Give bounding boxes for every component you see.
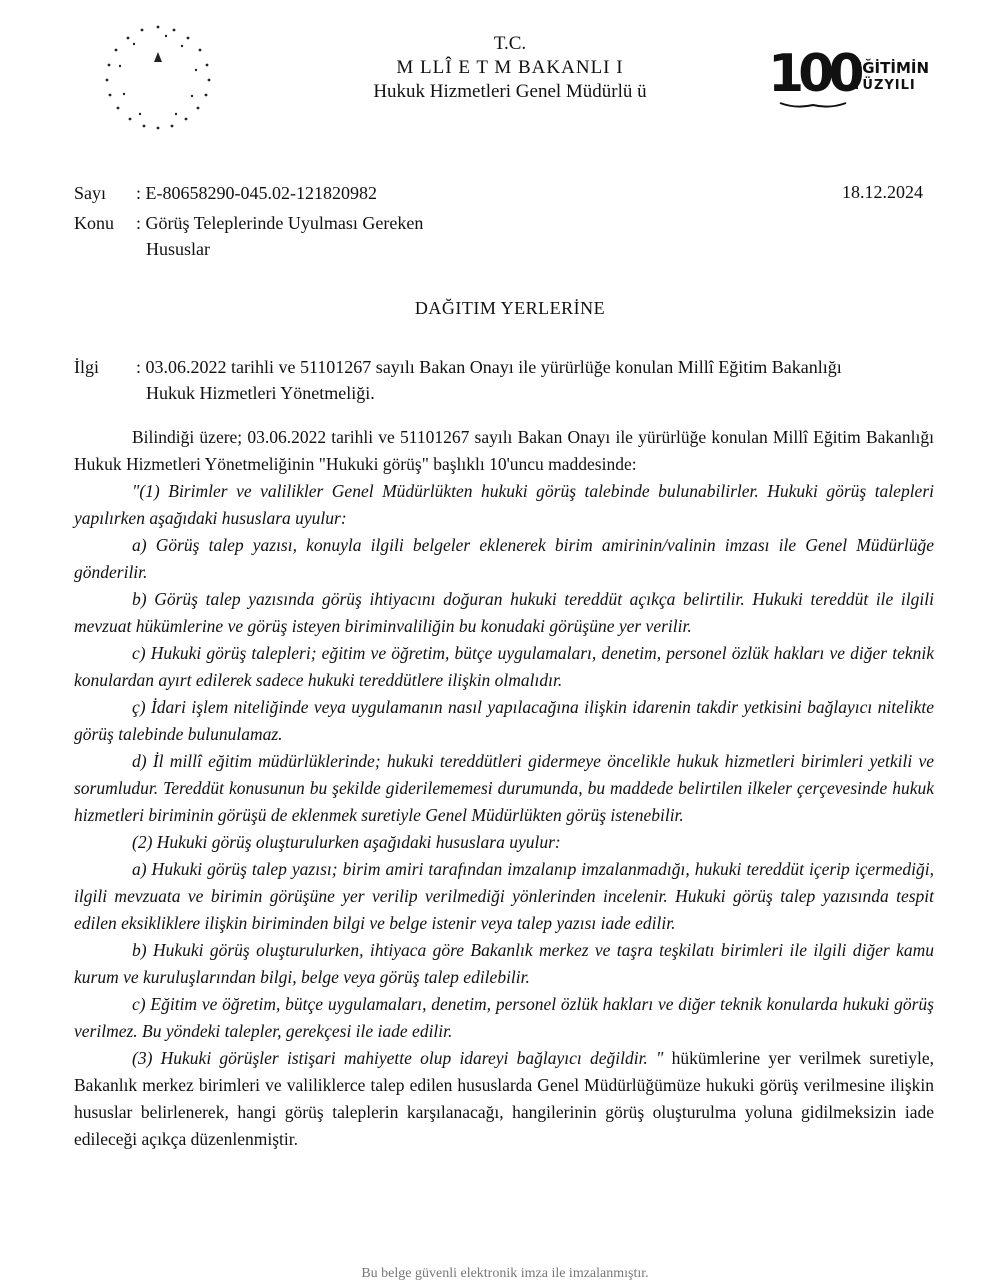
konu-label: Konu bbox=[74, 213, 114, 233]
final-paragraph-regular: hükümlerine yer verilmek suretiyle, Bakanlık merkez birimleri ve valiliklerce talep edilen hususlarda Genel Müdürlüğümüze hukuki görüş verilmesine ilişkin hususlar belirlenerek, hangi görüş taleplerin karşılanacağı, hangilerinin görüş oluşturulma yoluna gidilmeksizin iade edileceği açıkça düzenlenmiştir. bbox=[74, 1048, 934, 1149]
distribution-heading: DAĞITIM YERLERİNE bbox=[414, 298, 606, 318]
body-paragraph-0: Bilindiği üzere; 03.06.2022 tarihli ve 51101267 sayılı Bakan Onayı ile yürürlüğe konulan Millî Eğitim Bakanlığı Hukuk Hizmetleri Yönetmeliğinin "Hukuki görüş" başlıklı 10'uncu maddesinde: bbox=[74, 427, 934, 474]
konu-value-line1: : Görüş Teleplerinde Uyulması Gereken bbox=[136, 213, 424, 233]
body-paragraph-3: b) Görüş talep yazısında görüş ihtiyacını doğuran hukuki tereddüt açıkça belirtilir. Hukuki tereddüt ile ilgili mevzuat hükümlerine ve görüş isteyen biriminvaliliğin bu konudaki görüşüne yer verilir. bbox=[74, 589, 934, 636]
sayi-label: Sayı bbox=[74, 183, 107, 203]
body-paragraph-2: a) Görüş talep yazısı, konuyla ilgili belgeler eklenerek birim amirinin/valinin imzası ile Genel Müdürlüğe gönderilir. bbox=[74, 535, 934, 582]
centenary-logo-text2: YÜZYILI bbox=[852, 78, 916, 93]
sayi-value: : E-80658290-045.02-121820982 bbox=[136, 183, 377, 203]
header-department: Hukuk Hizmetleri Genel Müdürlü ü bbox=[373, 81, 647, 102]
ilgi-line2: Hukuk Hizmetleri Yönetmeliği. bbox=[146, 383, 375, 403]
header-ministry: M LLÎ E T M BAKANLI I bbox=[396, 57, 624, 78]
centenary-logo-text1: EĞİTİMİN bbox=[852, 59, 930, 77]
open-book-icon bbox=[778, 101, 848, 109]
konu-value-line2: Hususlar bbox=[146, 239, 210, 259]
final-paragraph-italic: (3) Hukuki görüşler istişari mahiyette olup idareyi bağlayıcı değildir. " bbox=[132, 1048, 664, 1068]
document-date: 18.12.2024 bbox=[842, 182, 923, 202]
body-paragraph-1: "(1) Birimler ve valilikler Genel Müdürlükten hukuki görüş talebinde bulunabilirler. Hukuki görüş talepleri yapılırken aşağıdaki hususlara uyulur: bbox=[74, 481, 934, 528]
document-body bbox=[74, 424, 934, 1153]
body-paragraph-8: a) Hukuki görüş talep yazısı; birim amiri tarafından imzalanıp imzalanmadığı, hukuki tereddüt içerip içermediği, ilgili mevzuata ve birimin görüşüne yer verilip verilmediği yönlerinden incelenir. Hukuki görüş talep yazısında tespit edilen eksikliklere ilişkin biriminden bilgi ve belge istenir veya talep yazısı iade edilir. bbox=[74, 859, 934, 933]
ilgi-line1: : 03.06.2022 tarihli ve 51101267 sayılı Bakan Onayı ile yürürlüğe konulan Millî Eğitim Bakanlığı bbox=[136, 357, 842, 377]
body-paragraph-7: (2) Hukuki görüş oluşturulurken aşağıdaki hususlara uyulur: bbox=[132, 832, 561, 852]
body-paragraph-6: d) İl millî eğitim müdürlüklerinde; hukuki tereddütleri gidermeye öncelikle hukuk hizmetleri birimleri yetkili ve sorumludur. Tereddüt konusunun bu şekilde giderilememesi durumunda, bu maddede belirtilen ilkeler çerçevesinde hukuk hizmetleri biriminin görüşü de eklenmek suretiyle Genel Müdürlükten görüş istenebilir. bbox=[74, 751, 934, 825]
e-signature-footer: Bu belge güvenli elektronik imza ile imzalanmıştır. bbox=[361, 1266, 649, 1281]
body-paragraph-4: c) Hukuki görüş talepleri; eğitim ve öğretim, bütçe uygulamaları, denetim, personel özlük hakları ve diğer teknik konulardan ayırt edilerek sadece hukuki tereddütlere ilişkin olmalıdır. bbox=[74, 643, 934, 690]
ilgi-label: İlgi bbox=[74, 357, 99, 377]
centenary-logo-number: 100 bbox=[768, 44, 859, 104]
ministry-emblem-icon bbox=[100, 22, 216, 132]
body-paragraph-10: c) Eğitim ve öğretim, bütçe uygulamaları, denetim, personel özlük hakları ve diğer teknik konularda hukuki görüş verilmez. Bu yöndeki talepler, gerekçesi ile iade edilir. bbox=[74, 994, 934, 1041]
header-country: T.C. bbox=[493, 33, 527, 54]
body-paragraph-5: ç) İdari işlem niteliğinde veya uygulamanın nasıl yapılacağına ilişkin idarenin takdir yetkisini bağlayıcı nitelikte görüş talebinde bulunulamaz. bbox=[74, 697, 934, 744]
body-paragraph-9: b) Hukuki görüş oluşturulurken, ihtiyaca göre Bakanlık merkez ve taşra teşkilatı birimleri ile ilgili diğer kamu kurum ve kuruluşlarından bilgi, belge veya görüş talep edilebilir. bbox=[74, 940, 934, 987]
body-paragraph-final bbox=[74, 1045, 934, 1153]
